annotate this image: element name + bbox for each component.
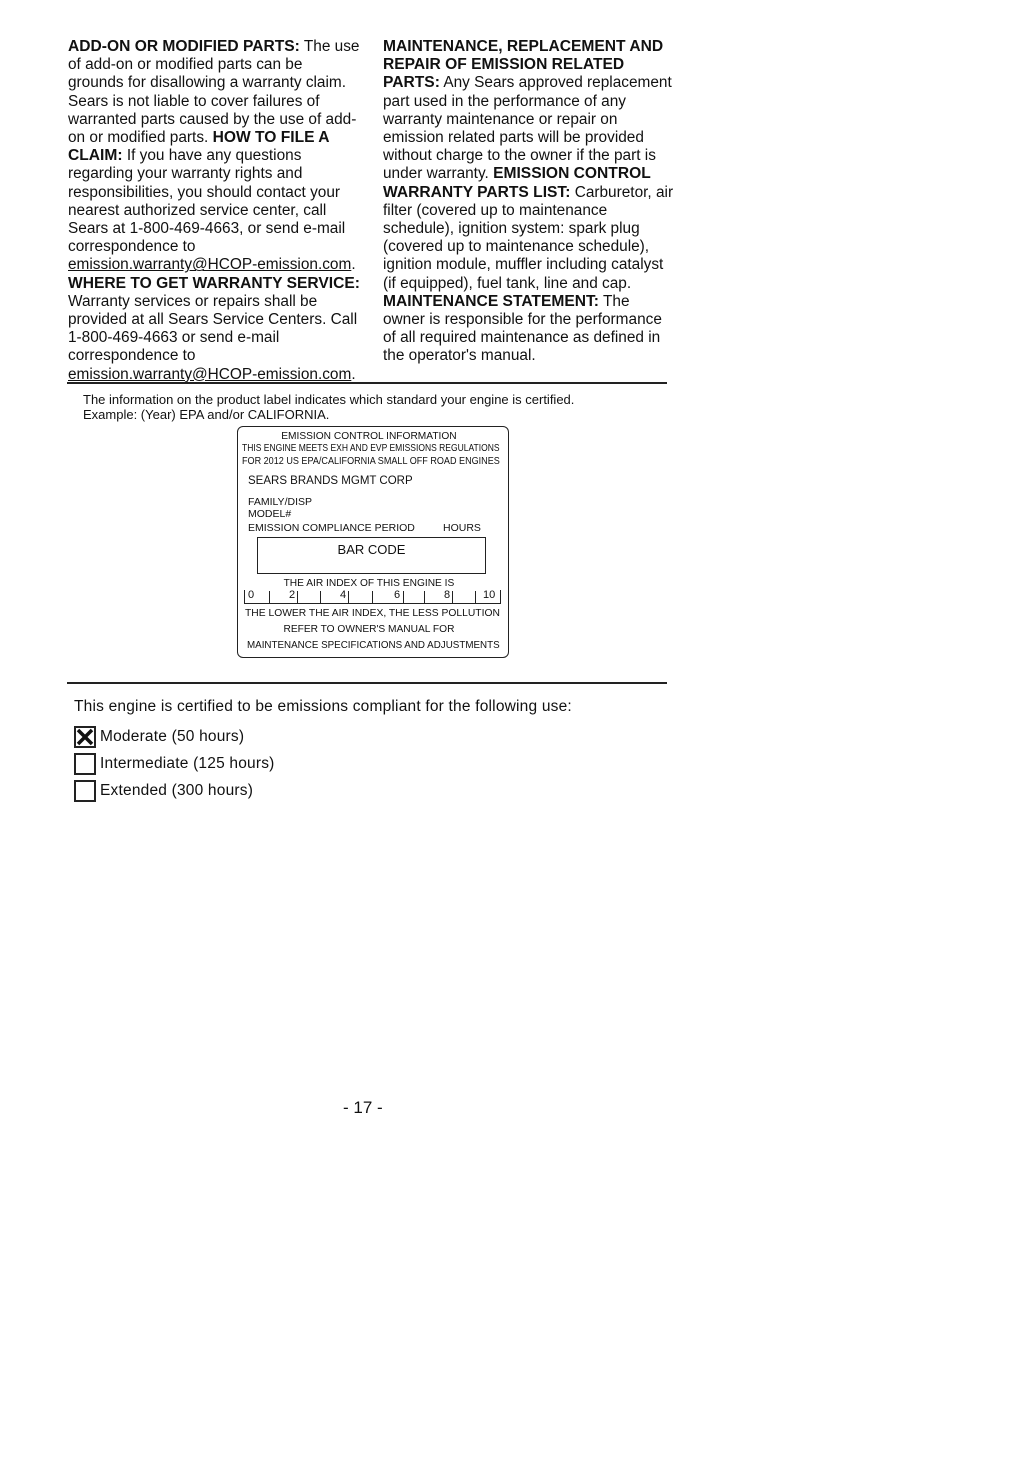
- divider: [67, 682, 667, 684]
- option-label: Intermediate (125 hours): [100, 755, 275, 772]
- scale-number: 0: [248, 589, 255, 601]
- label-compliance-period: EMISSION COMPLIANCE PERIOD: [248, 522, 415, 534]
- scale-tick: [475, 591, 476, 603]
- air-index-scale: [244, 590, 501, 604]
- scale-number: 2: [289, 589, 296, 601]
- label-title: EMISSION CONTROL INFORMATION: [281, 430, 457, 442]
- label-hours: HOURS: [443, 522, 481, 534]
- file-claim-text: If you have any questions regarding your warranty rights and responsibilities, you should contact your nearest authorized service center, call Sears at 1-800-469-4663, or send e-mail correspondence to: [68, 147, 346, 256]
- warranty-email-link-2[interactable]: emission.warranty@HCOP-emission.com: [68, 365, 352, 383]
- heading-maintenance-statement: MAINTENANCE STATEMENT:: [383, 292, 599, 310]
- label-intro-line-2: Example: (Year) EPA and/or CALIFORNIA.: [83, 407, 330, 422]
- option-label: Moderate (50 hours): [100, 728, 245, 745]
- checked-x-icon: [76, 728, 94, 746]
- barcode-text: BAR CODE: [337, 542, 406, 557]
- scale-number: 8: [444, 589, 451, 601]
- label-corporation: SEARS BRANDS MGMT CORP: [248, 475, 413, 487]
- heading-where-service: WHERE TO GET WARRANTY SERVICE:: [68, 274, 360, 292]
- scale-tick: [269, 591, 270, 603]
- warranty-email-link-1[interactable]: emission.warranty@HCOP-emission.com: [68, 256, 352, 274]
- label-intro-line-1: The information on the product label indicates which standard your engine is certified.: [83, 392, 575, 407]
- divider: [67, 382, 667, 384]
- maintenance-statement-text: The owner is responsible for the performance of all required maintenance as defined in the operator's manual.: [383, 292, 662, 365]
- label-lower-index: THE LOWER THE AIR INDEX, THE LESS POLLUTION: [245, 607, 500, 619]
- label-meets: THIS ENGINE MEETS EXH AND EVP EMISSIONS REGULATIONS: [242, 442, 500, 454]
- scale-tick: [424, 591, 425, 603]
- scale-number: 6: [394, 589, 401, 601]
- page-number: - 17 -: [343, 1098, 383, 1117]
- option-label: Extended (300 hours): [100, 782, 254, 799]
- parts-list-text: Carburetor, air filter (covered up to maintenance schedule), ignition system: spark plug (covered up to maintenance schedule), ignition module, muffler including catalyst (if equipped), fuel tank, line and cap.: [383, 183, 674, 292]
- scale-tick: [348, 591, 349, 603]
- heading-file-claim: HOW TO FILE A CLAIM:: [68, 129, 329, 165]
- label-maintenance-specs: MAINTENANCE SPECIFICATIONS AND ADJUSTMENTS: [247, 639, 500, 651]
- label-model: MODEL#: [248, 508, 292, 520]
- addon-parts-text: The use of add-on or modified parts can be grounds for disallowing a warranty claim. Sears is not liable to cover failures of warranted parts caused by the use of add-on or modified parts.: [68, 38, 360, 147]
- heading-addon-parts: ADD-ON OR MODIFIED PARTS:: [68, 38, 300, 55]
- label-intro: [83, 392, 663, 422]
- label-family-disp: FAMILY/DISP: [248, 496, 312, 508]
- where-service-text: Warranty services or repairs shall be provided at all Sears Service Centers. Call 1-800-469-4663 or send e-mail correspondence to: [68, 292, 358, 365]
- heading-parts-list: EMISSION CONTROL WARRANTY PARTS LIST:: [383, 165, 651, 201]
- punctuation: .: [351, 365, 356, 383]
- scale-tick: [452, 591, 453, 603]
- scale-tick: [297, 591, 298, 603]
- punctuation: .: [351, 256, 356, 274]
- label-refer: REFER TO OWNER'S MANUAL FOR: [283, 623, 455, 635]
- checkbox-checked[interactable]: [74, 726, 96, 748]
- scale-tick: [403, 591, 404, 603]
- certification-text: This engine is certified to be emissions compliant for the following use:: [74, 698, 572, 715]
- checkbox-unchecked[interactable]: [74, 753, 96, 775]
- label-air-index: THE AIR INDEX OF THIS ENGINE IS: [283, 577, 455, 589]
- left-column: [68, 38, 362, 384]
- maintenance-repair-text: Any Sears approved replacement part used in the performance of any warranty maintenance or repair on emission related parts will be provided without charge to the owner if the part is under warranty.: [383, 74, 672, 183]
- label-regulation-year: FOR 2012 US EPA/CALIFORNIA SMALL OFF ROAD ENGINES: [242, 455, 500, 467]
- right-column: [383, 38, 675, 366]
- barcode-box: [257, 537, 486, 574]
- checkbox-unchecked[interactable]: [74, 780, 96, 802]
- scale-tick: [320, 591, 321, 603]
- scale-number: 10: [483, 589, 496, 601]
- heading-maintenance-repair: MAINTENANCE, REPLACEMENT AND REPAIR OF EMISSION RELATED PARTS:: [383, 38, 664, 92]
- emission-control-label: [237, 426, 509, 658]
- scale-tick: [372, 591, 373, 603]
- scale-number: 4: [340, 589, 347, 601]
